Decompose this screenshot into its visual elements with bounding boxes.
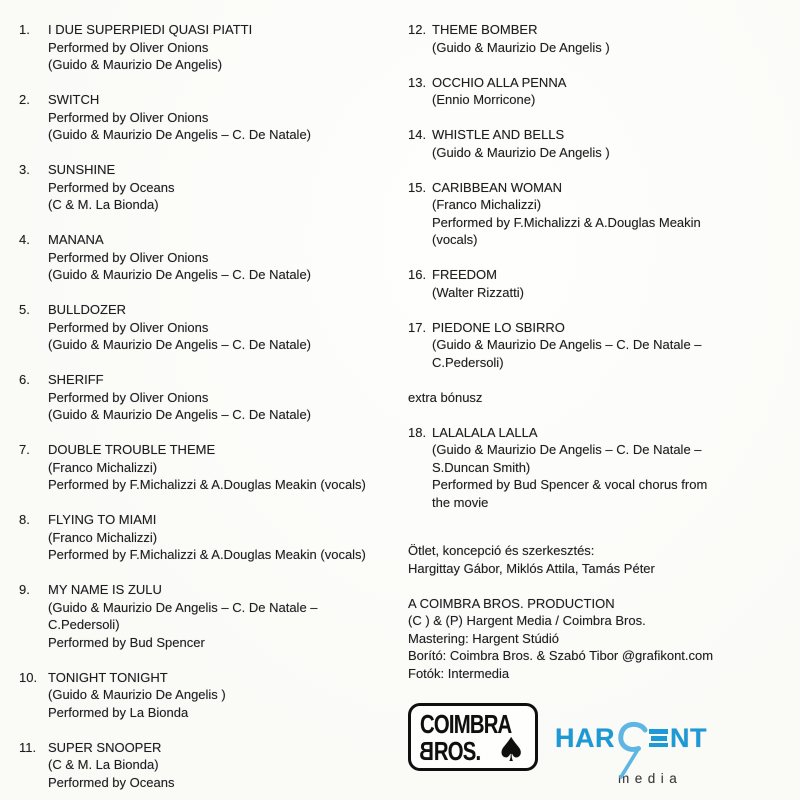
track-title: LALALALA LALLA <box>432 424 538 440</box>
track-number: 9. <box>19 582 30 597</box>
track-item <box>19 739 399 792</box>
track-item <box>408 126 794 161</box>
credit-line: (C ) & (P) Hargent Media / Coimbra Bros. <box>408 613 646 628</box>
track-title: PIEDONE LO SBIRRO <box>432 319 565 335</box>
track-item <box>408 266 794 301</box>
track-credit-line: Performed by Oliver Onions <box>48 249 209 265</box>
stylized-e-icon <box>649 729 668 747</box>
track-credit-line: (Guido & Maurizio De Angelis – C. De Natale) <box>48 267 312 282</box>
logo-row <box>408 703 794 787</box>
track-details <box>48 231 399 284</box>
track-number: 2. <box>19 92 30 107</box>
track-details <box>48 301 399 354</box>
track-credit-line: Performed by Oliver Onions <box>48 389 209 405</box>
credit-line: Mastering: Hargent Stúdió <box>408 630 560 646</box>
track-title: FREEDOM <box>432 267 497 282</box>
tracklist-left-column <box>19 21 399 800</box>
track-credit-line: (Walter Rizzatti) <box>432 284 524 300</box>
track-item <box>19 231 399 284</box>
hargent-wordmark <box>555 709 707 768</box>
track-credit-line: (Guido & Maurizio De Angelis – C. De Natale – <box>432 337 702 352</box>
credit-line: Ötlet, koncepció és szerkesztés: <box>408 543 595 558</box>
track-details <box>48 581 399 651</box>
track-credit-line: (Guido & Maurizio De Angelis – C. De Natale) <box>48 127 312 142</box>
track-number: 10. <box>19 669 38 685</box>
track-item <box>19 371 399 424</box>
track-details <box>432 266 794 301</box>
track-title: MY NAME IS ZULU <box>48 582 162 597</box>
track-credit-line: Performed by Bud Spencer <box>48 634 205 650</box>
track-credit-line: (Guido & Maurizio De Angelis) <box>48 57 223 72</box>
track-number: 16. <box>408 267 427 282</box>
track-title: SUNSHINE <box>48 162 116 177</box>
track-item <box>408 319 794 372</box>
track-number: 13. <box>408 74 427 90</box>
credit-line: A COIMBRA BROS. PRODUCTION <box>408 595 615 611</box>
track-number: 15. <box>408 179 427 195</box>
track-credit-line: (Guido & Maurizio De Angelis – C. De Natale) <box>48 407 312 422</box>
coimbra-logo-line2 <box>420 735 503 766</box>
hargent-media-subtext: media <box>618 770 683 786</box>
bonus-tracks <box>408 424 794 512</box>
track-title: I DUE SUPERPIEDI QUASI PIATTI <box>48 22 253 37</box>
hargent-media-logo <box>555 703 707 787</box>
coimbra-logo-line1: COIMBRA <box>420 708 512 739</box>
credit-line: Fotók: Intermedia <box>408 665 510 681</box>
track-credit-line: (Franco Michalizzi) <box>48 459 158 475</box>
track-title: CARIBBEAN WOMAN <box>432 179 563 195</box>
track-title: WHISTLE AND BELLS <box>432 127 565 142</box>
bonus-label: extra bónusz <box>408 389 483 405</box>
track-number: 12. <box>408 22 427 37</box>
track-details <box>48 669 399 722</box>
track-credit-line: (Ennio Morricone) <box>432 92 536 107</box>
track-details <box>48 511 399 564</box>
track-credit-line: S.Duncan Smith) <box>432 459 531 475</box>
track-credit-line: (Franco Michalizzi) <box>48 529 158 545</box>
track-number: 7. <box>19 442 30 457</box>
track-item <box>19 21 399 74</box>
track-credit-line: Performed by Oliver Onions <box>48 109 209 125</box>
track-credit-line: C.Pedersoli) <box>432 354 504 370</box>
track-credit-line: (vocals) <box>432 232 478 247</box>
track-credit-line: Performed by Oliver Onions <box>48 319 209 335</box>
credit-line: Borító: Coimbra Bros. & Szabó Tibor @grafikont.com <box>408 648 714 663</box>
credit-line: Hargittay Gábor, Miklós Attila, Tamás Péter <box>408 560 655 576</box>
track-number: 6. <box>19 372 30 387</box>
track-credit-line: (Franco Michalizzi) <box>432 197 542 212</box>
track-number: 3. <box>19 162 30 177</box>
track-number: 8. <box>19 512 30 527</box>
track-item <box>19 511 399 564</box>
track-credit-line: the movie <box>432 494 489 510</box>
track-item <box>19 441 399 494</box>
track-details <box>48 161 399 214</box>
track-number: 18. <box>408 424 427 440</box>
track-item <box>19 91 399 144</box>
track-number: 11. <box>19 739 37 755</box>
track-credit-line: (Guido & Maurizio De Angelis ) <box>48 687 226 702</box>
track-title: DOUBLE TROUBLE THEME <box>48 442 216 457</box>
track-details <box>432 126 794 161</box>
track-credit-line: Performed by F.Michalizzi & A.Douglas Meakin <box>432 214 701 230</box>
track-details <box>432 319 794 372</box>
concept-credits <box>408 542 794 577</box>
track-credit-line: Performed by Oliver Onions <box>48 39 209 55</box>
track-credit-line: Performed by Oceans <box>48 179 175 195</box>
track-item <box>408 179 794 249</box>
track-details <box>48 21 399 74</box>
coimbra-bros-logo <box>408 703 538 771</box>
track-details <box>432 21 794 56</box>
track-credit-line: C.Pedersoli) <box>48 617 120 632</box>
right-tracks <box>408 21 794 371</box>
track-title: BULLDOZER <box>48 302 127 317</box>
track-credit-line: Performed by Bud Spencer & vocal chorus from <box>432 477 708 492</box>
track-item <box>408 424 794 512</box>
track-number: 4. <box>19 232 30 247</box>
track-credit-line: (C & M. La Bionda) <box>48 197 159 212</box>
hargent-har: HAR <box>555 723 615 754</box>
track-item <box>19 301 399 354</box>
track-details <box>48 739 399 792</box>
track-details <box>432 424 794 512</box>
track-title: TONIGHT TONIGHT <box>48 669 168 685</box>
track-title: OCCHIO ALLA PENNA <box>432 74 567 90</box>
track-item <box>408 74 794 109</box>
track-details <box>432 74 794 109</box>
track-item <box>19 161 399 214</box>
tracklist-right-column <box>408 21 794 787</box>
track-number: 1. <box>19 22 30 37</box>
track-item <box>19 581 399 651</box>
stylized-g-icon <box>614 721 648 780</box>
track-details <box>48 441 399 494</box>
track-number: 17. <box>408 319 427 335</box>
track-credit-line: (Guido & Maurizio De Angelis – C. De Natale) <box>48 337 312 352</box>
track-credit-line: (Guido & Maurizio De Angelis ) <box>432 144 610 160</box>
track-credit-line: (Guido & Maurizio De Angelis – C. De Natale – <box>48 599 318 615</box>
track-number: 14. <box>408 127 427 142</box>
track-title: SHERIFF <box>48 372 104 387</box>
track-title: SWITCH <box>48 92 100 107</box>
track-item <box>408 21 794 56</box>
track-credit-line: Performed by La Bionda <box>48 704 189 720</box>
track-details <box>48 371 399 424</box>
track-credit-line: (Guido & Maurizio De Angelis ) <box>432 39 610 55</box>
track-details <box>432 179 794 249</box>
spade-icon: ♠ <box>496 730 526 769</box>
track-title: THEME BOMBER <box>432 22 538 37</box>
track-credit-line: Performed by F.Michalizzi & A.Douglas Meakin (vocals) <box>48 477 366 492</box>
hargent-nt: NT <box>670 723 707 754</box>
track-details <box>48 91 399 144</box>
mirrored-b-glyph: B <box>420 735 434 766</box>
track-item <box>19 669 399 722</box>
production-credits <box>408 595 794 683</box>
track-credit-line: (Guido & Maurizio De Angelis – C. De Natale – <box>432 442 702 457</box>
track-credit-line: Performed by Oceans <box>48 774 175 790</box>
track-credit-line: Performed by F.Michalizzi & A.Douglas Meakin (vocals) <box>48 547 366 562</box>
track-title: MANANA <box>48 232 104 247</box>
track-number: 5. <box>19 302 30 317</box>
coimbra-logo-line2-rest: ROS. <box>433 735 481 766</box>
track-title: FLYING TO MIAMI <box>48 512 157 527</box>
track-title: SUPER SNOOPER <box>48 739 162 755</box>
track-credit-line: (C & M. La Bionda) <box>48 757 159 772</box>
